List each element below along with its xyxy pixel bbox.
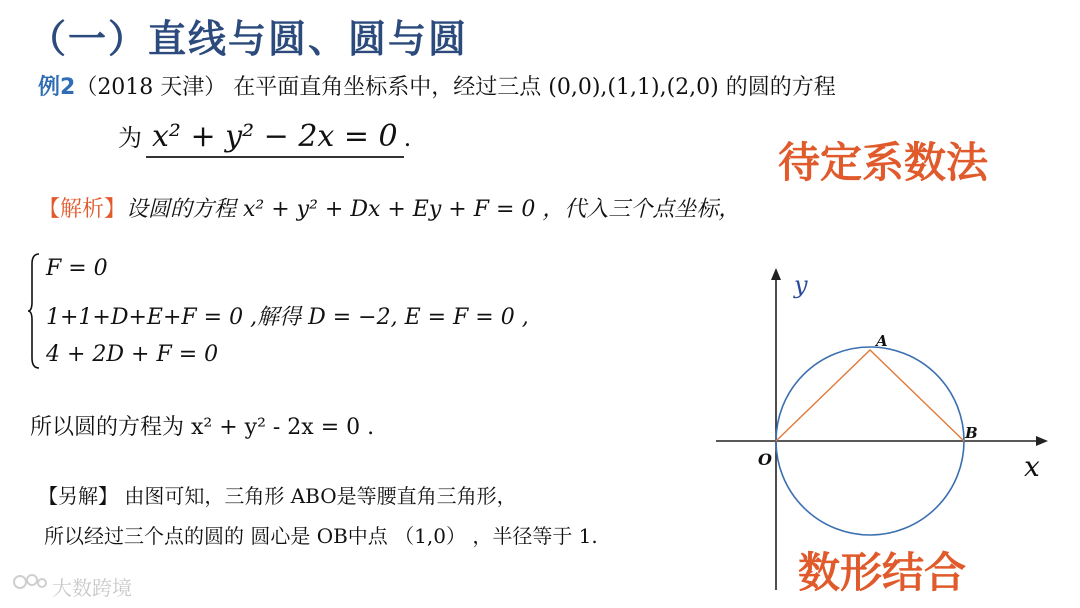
point-b-label: B <box>965 424 978 442</box>
section-title: （一）直线与圆、圆与圆 <box>28 17 469 61</box>
y-axis-arrow <box>771 268 781 280</box>
example-statement <box>38 70 836 101</box>
x-axis-arrow <box>1036 436 1048 446</box>
example-text: （2018 天津） 在平面直角坐标系中，经过三点 (0,0),(1,1),(2,0) 的圆的方程 <box>75 75 836 100</box>
alt-solution-line1: 【另解】 由图可知，三角形 ABO是等腰直角三角形， <box>38 484 517 508</box>
method-label-geometric: 数形结合 <box>798 548 967 597</box>
alt-solution-line2: 所以经过三个点的圆的 圆心是 OB中点 （1,0） ，半径等于 1. <box>44 524 598 548</box>
answer-formula: x² + y² − 2x = 0 <box>146 119 404 158</box>
watermark-text: 大数跨境 <box>52 576 132 600</box>
y-axis-label: y <box>794 271 808 299</box>
solution-line <box>38 192 740 223</box>
answer-suffix: . <box>403 124 412 152</box>
example-label: 例2 <box>38 75 76 100</box>
conclusion: 所以圆的方程为 x² + y² - 2x = 0 . <box>30 415 375 440</box>
system-eq1: F = 0 <box>46 256 108 281</box>
origin-label: O <box>758 450 772 469</box>
method-label-undetermined-coefficients: 待定系数法 <box>778 138 989 187</box>
solution-text: 设圆的方程 x² + y² + Dx + Ey + F = 0 ，代入三个点坐标， <box>126 197 741 222</box>
triangle-oab <box>776 350 964 441</box>
solution-label: 【解析】 <box>38 197 127 222</box>
system-brace <box>28 252 40 370</box>
point-a-label: A <box>876 332 888 350</box>
answer-line <box>118 118 411 158</box>
x-axis-label: x <box>1024 450 1040 483</box>
answer-prefix: 为 <box>118 124 142 152</box>
system-eq3: 4 + 2D + F = 0 <box>46 342 219 367</box>
watermark-logo-icon <box>10 570 50 600</box>
system-eq2: 1+1+D+E+F = 0 ,解得 D = −2, E = F = 0 , <box>46 305 529 330</box>
